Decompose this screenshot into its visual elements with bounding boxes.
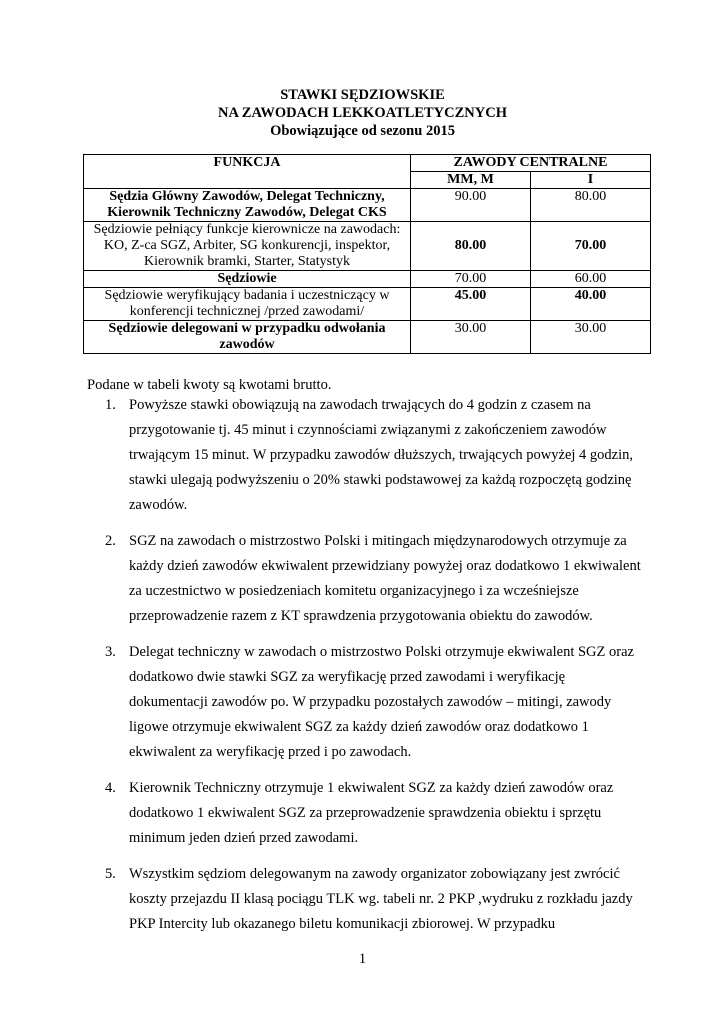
row-i-value: 40.00: [531, 288, 651, 321]
list-item-number: 3.: [105, 644, 116, 660]
list-item-number: 4.: [105, 780, 116, 796]
row-i-value: 80.00: [531, 189, 651, 222]
list-item-number: 5.: [105, 866, 116, 882]
row-label: Sędzia Główny Zawodów, Delegat Techniczny, Kierownik Techniczny Zawodów, Delegat CKS: [84, 189, 411, 222]
row-label: Sędziowie delegowani w przypadku odwołania zawodów: [84, 321, 411, 354]
table-row: [84, 222, 651, 271]
row-label: Sędziowie pełniący funkcje kierownicze na zawodach: KO, Z-ca SGZ, Arbiter, SG konkurencji, inspektor, Kierownik bramki, Starter, Statystyk: [84, 222, 411, 271]
subheader-mm: MM, M: [411, 172, 531, 189]
list-item-text: SGZ na zawodach o mistrzostwo Polski i mitingach międzynarodowych otrzymuje za każdy dzień zawodów ekwiwalent przewidziany powyżej oraz dodatkowo 1 ekwiwalent za uczestnictwo w posiedzeniach komitetu organizacyjnego i za wcześniejsze przeprowadzenie razem z KT sprawdzenia przygotowania obiektu do zawodów.: [129, 533, 641, 624]
list-item: [87, 393, 647, 518]
row-label: Sędziowie weryfikujący badania i uczestniczący w konferencji technicznej /przed zawodami/: [84, 288, 411, 321]
heading-line-3: Obowiązujące od sezonu 2015: [270, 123, 455, 139]
row-i-value: 30.00: [531, 321, 651, 354]
table-row: [84, 189, 651, 222]
table-row: [84, 288, 651, 321]
page-number: 1: [358, 951, 367, 967]
row-mm-value: 90.00: [411, 189, 531, 222]
list-item: [87, 862, 647, 937]
list-item-text: Delegat techniczny w zawodach o mistrzostwo Polski otrzymuje ekwiwalent SGZ oraz dodatkowo dwie stawki SGZ za weryfikację przed zawodami i weryfikację dokumentacji zawodów po. W przypadku pozostałych zawodów – mitingi, zawody ligowe otrzymuje ekwiwalent SGZ za każdy dzień zawodów oraz dodatkowo 1 ekwiwalent za weryfikację przed i po zawodach.: [129, 644, 634, 760]
row-label: Sędziowie: [84, 271, 411, 288]
subheader-i: I: [531, 172, 651, 189]
list-item: [87, 776, 647, 851]
table-header-row: [84, 155, 651, 172]
heading-line-2: NA ZAWODACH LEKKOATLETYCZNYCH: [218, 105, 507, 121]
header-function: FUNKCJA: [84, 155, 411, 189]
list-item-number: 2.: [105, 533, 116, 549]
document-heading: [0, 86, 725, 140]
table-row: [84, 321, 651, 354]
row-mm-value: 70.00: [411, 271, 531, 288]
list-item: [87, 529, 647, 629]
list-item-text: Powyższe stawki obowiązują na zawodach trwających do 4 godzin z czasem na przygotowanie tj. 45 minut i czynnościami związanymi z zakończeniem zawodów trwającym 15 minut. W przypadku zawodów dłuższych, trwających powyżej 4 godzin, stawki ulegają podwyższeniu o 20% stawki podstawowej za każdą rozpoczętą godzinę zawodów.: [129, 397, 633, 513]
row-mm-value: 30.00: [411, 321, 531, 354]
list-item-text: Wszystkim sędziom delegowanym na zawody organizator zobowiązany jest zwrócić koszty przejazdu II klasą pociągu TLK wg. tabeli nr. 2 PKP ,wydruku z rozkładu jazdy PKP Intercity lub okazanego biletu komunikacji zbiorowej. W przypadku: [129, 866, 633, 932]
row-mm-value: 45.00: [411, 288, 531, 321]
table-row: [84, 271, 651, 288]
row-i-value: 60.00: [531, 271, 651, 288]
heading-line-1: STAWKI SĘDZIOWSKIE: [280, 87, 445, 103]
gross-amounts-note: Podane w tabeli kwoty są kwotami brutto.: [87, 377, 332, 393]
rates-table: [83, 154, 651, 354]
list-item-number: 1.: [105, 397, 116, 413]
row-mm-value: 80.00: [411, 222, 531, 271]
list-item-text: Kierownik Techniczny otrzymuje 1 ekwiwalent SGZ za każdy dzień zawodów oraz dodatkowo 1 ekwiwalent SGZ za przeprowadzenie sprawdzenia obiektu i sprzętu minimum jeden dzień przed zawodami.: [129, 780, 614, 846]
row-i-value: 70.00: [531, 222, 651, 271]
header-central-competitions: ZAWODY CENTRALNE: [411, 155, 651, 172]
list-item: [87, 640, 647, 765]
rules-list: [87, 393, 647, 948]
